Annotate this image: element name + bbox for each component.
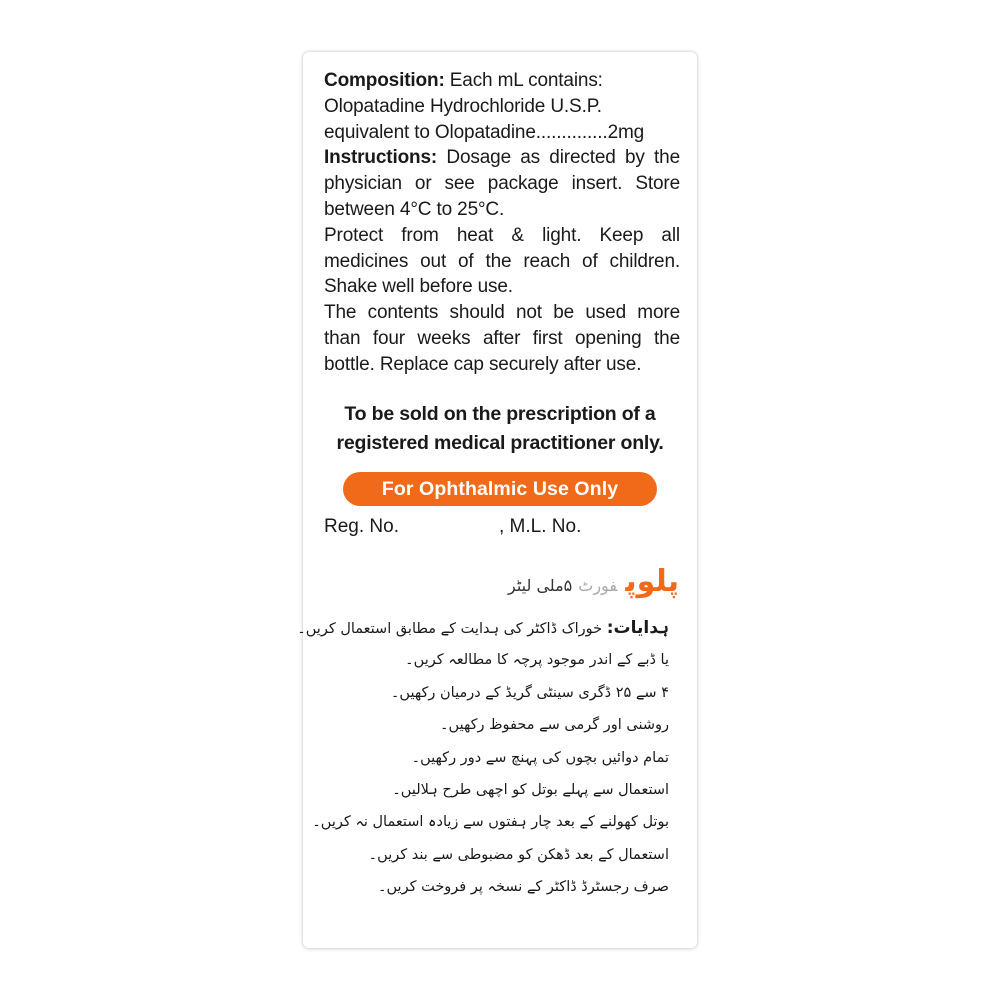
composition-text: Each mL contains: xyxy=(444,70,603,91)
instructions-paragraph xyxy=(324,145,680,222)
prescription-line-1: To be sold on the prescription of a xyxy=(344,403,656,425)
protect-paragraph: Protect from heat & light. Keep all medicines out of the reach of children. Shake well before use. xyxy=(324,224,680,298)
composition-line xyxy=(324,68,680,94)
urdu-line-text: خوراک ڈاکٹر کی ہدایت کے مطابق استعمال کریں۔ xyxy=(297,621,603,637)
instructions-text: Dosage as directed by the physician or see package insert. Store between 4°C to 25°C. xyxy=(324,147,680,220)
urdu-line-3: ۴ سے ۲۵ ڈگری سینٹی گریڈ کے درمیان رکھیں۔ xyxy=(390,684,669,701)
equivalent-lead: equivalent to Olopatadine xyxy=(324,121,536,143)
prescription-line-2: registered medical practitioner only. xyxy=(336,432,664,454)
ingredient-line: Olopatadine Hydrochloride U.S.P. xyxy=(324,95,602,117)
equivalent-dots: .............. xyxy=(535,121,608,143)
urdu-volume: ۵ملی لیٹر xyxy=(508,576,573,595)
urdu-line-7: بوتل کھولنے کے بعد چار ہفتوں سے زیادہ استعمال نہ کریں۔ xyxy=(312,814,669,831)
registration-line xyxy=(324,514,680,540)
urdu-line-1 xyxy=(297,612,669,644)
ml-no-label: , M.L. No. xyxy=(499,516,582,537)
urdu-line-4: روشنی اور گرمی سے محفوظ رکھیں۔ xyxy=(440,717,669,734)
prescription-notice xyxy=(319,400,681,458)
urdu-brand-row xyxy=(413,560,679,604)
medicine-carton-panel xyxy=(297,52,697,948)
composition-label: Composition: xyxy=(324,70,445,91)
urdu-line-5: تمام دوائیں بچوں کی پہنچ سے دور رکھیں۔ xyxy=(411,749,669,766)
equivalent-value: 2mg xyxy=(607,121,645,143)
ophthalmic-use-badge: For Ophthalmic Use Only xyxy=(343,472,657,506)
urdu-forte: فورٹ xyxy=(578,576,618,595)
urdu-line-2: یا ڈبے کے اندر موجود پرچہ کا مطالعہ کریں۔ xyxy=(405,652,669,669)
urdu-heading: ہدایات: xyxy=(606,618,669,638)
english-instructions-block xyxy=(324,68,680,378)
urdu-instructions-block xyxy=(297,612,669,904)
urdu-line-6: استعمال سے پہلے بوتل کو اچھی طرح ہلالیں۔ xyxy=(392,781,669,798)
equivalent-line xyxy=(324,120,680,146)
instructions-label: Instructions: xyxy=(324,147,438,169)
urdu-brand-name: پلوپ xyxy=(625,564,679,599)
urdu-line-8: استعمال کے بعد ڈھکن کو مضبوطی سے بند کریں۔ xyxy=(368,846,669,863)
reg-no-label: Reg. No. xyxy=(324,516,399,537)
contents-paragraph: The contents should not be used more than four weeks after first opening the bottle. Replace cap securely after use. xyxy=(324,302,680,375)
urdu-line-9: صرف رجسٹرڈ ڈاکٹر کے نسخہ پر فروخت کریں۔ xyxy=(378,879,669,896)
